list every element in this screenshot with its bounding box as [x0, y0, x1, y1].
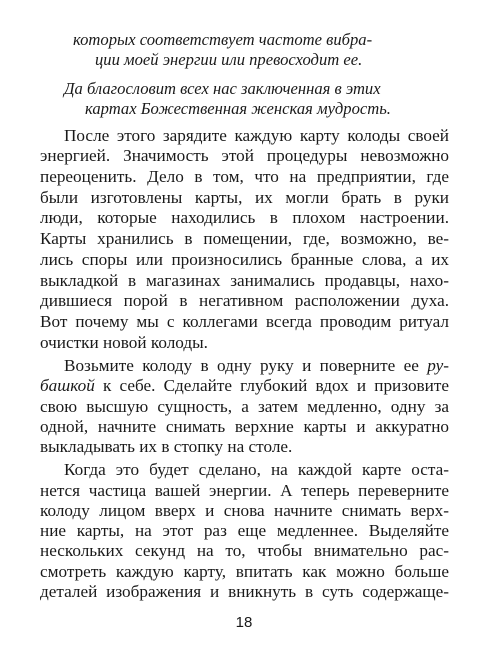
paragraph-1-line-2: энергией. Значимость этой процедуры невозможно	[40, 146, 449, 166]
quote-line-2: ции моей энергии или превосходит ее.	[95, 50, 363, 70]
quote-line-1: которых соответствует частоте вибра-	[73, 29, 373, 49]
paragraph-2-italic-word-start: ру-	[427, 356, 449, 376]
paragraph-2-line-3: свою высшую сущность, а затем медленно, одну за	[40, 396, 449, 416]
paragraph-3-line-4: ние карты, на этот раз еще медленнее. Выделяйте	[40, 521, 449, 541]
paragraph-2-line-1-text: Возьмите колоду в одну руку и поверните ее	[64, 356, 428, 376]
paragraph-3-line-2: нется частица вашей энергии. А теперь переверните	[40, 480, 449, 500]
paragraph-2-line-4: одной, начните снимать верхние карты и аккуратно	[40, 417, 449, 437]
page-number: 18	[235, 614, 253, 631]
paragraph-1-line-8: выкладкой в магазинах занимались продавцы, нахо-	[40, 270, 449, 290]
paragraph-2-italic-word-end: башкой	[40, 376, 95, 396]
paragraph-1-line-1: После этого зарядите каждую карту колоды своей	[64, 125, 449, 145]
quote-line-3: Да благословит всех нас заключенная в этих	[64, 78, 381, 98]
paragraph-1-line-11: очистки новой колоды.	[40, 332, 208, 352]
paragraph-1-line-5: люди, которые находились в плохом настроении.	[40, 208, 449, 228]
paragraph-3-line-1: Когда это будет сделано, на каждой карте оста-	[64, 460, 449, 480]
paragraph-1-line-9: дившиеся порой в негативном расположении духа.	[40, 291, 449, 311]
paragraph-1-line-7: лись споры или произносились бранные слова, а их	[40, 249, 449, 269]
paragraph-1-line-3: переоценить. Дело в том, что на предприятии, где	[40, 166, 449, 186]
paragraph-3-line-6: смотреть каждую карту, впитать как можно больше	[40, 561, 449, 581]
paragraph-3-line-3: колоду лицом вверх и снова начните снимать верх-	[40, 500, 449, 520]
paragraph-1-line-4: были изготовлены карты, их могли брать в руки	[40, 187, 449, 207]
paragraph-2-line-2-text: к себе. Сделайте глубокий вдох и призовите	[94, 376, 449, 396]
paragraph-3-line-5: нескольких секунд на то, чтобы внимательно рас-	[40, 541, 449, 561]
quote-line-4: картах Божественная женская мудрость.	[85, 98, 391, 118]
paragraph-1-line-6: Карты хранились в помещении, где, возможно, ве-	[40, 229, 449, 249]
paragraph-3-line-7: деталей изображения и вникнуть в суть содержаще-	[40, 582, 449, 601]
paragraph-1-line-10: Вот почему мы с коллегами всегда проводим ритуал	[40, 312, 449, 332]
paragraph-2-line-5: выкладывать их в стопку на столе.	[40, 437, 293, 457]
